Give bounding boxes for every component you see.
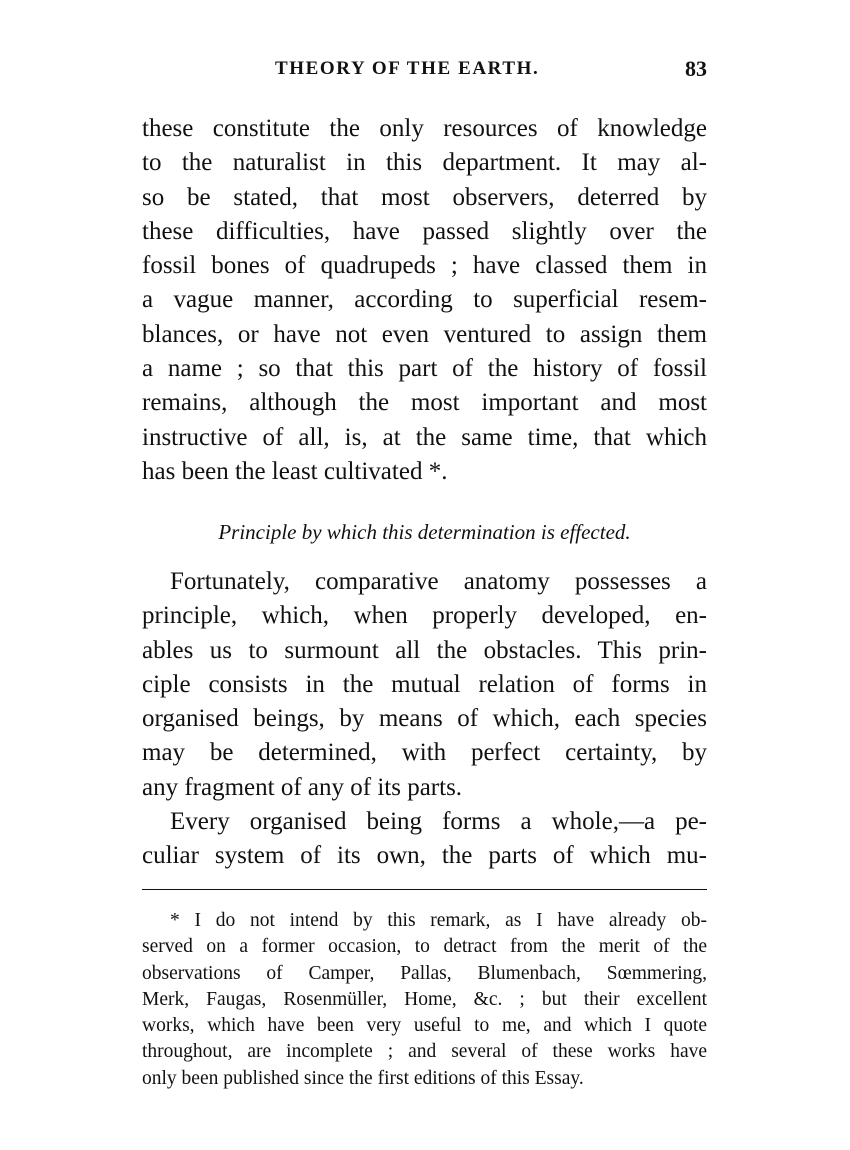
section-heading: Principle by which this determination is effected. [218,520,631,544]
text-line: so be stated, that most observers, deterred by [142,183,707,211]
running-title: THEORY OF THE EARTH. [275,58,540,79]
footnote-line: only been published since the first editions of this Essay. [142,1067,584,1089]
text-line: any fragment of any of its parts. [142,773,463,801]
text-line: fossil bones of quadrupeds ; have classed them in [142,252,707,280]
paragraph-continued [142,112,707,489]
text-line: principle, which, when properly developed, en- [142,602,707,630]
text-line: a name ; so that this part of the history of fossil [142,355,707,383]
text-line: remains, although the most important and most [142,389,707,417]
text-line: culiar system of its own, the parts of which mu- [142,842,707,870]
text-line: Every organised being forms a whole,—a pe- [170,808,707,836]
text-line: to the naturalist in this department. It may al- [142,149,707,177]
footnote-line: throughout, are incomplete ; and several of these works have [142,1041,707,1063]
text-line: may be determined, with perfect certainty, by [142,739,707,767]
paragraph-principle [142,565,707,874]
footnote-line: Merk, Faugas, Rosenmüller, Home, &c. ; but their excellent [142,988,707,1010]
text-line: these difficulties, have passed slightly over the [142,217,707,245]
footnote-line: observations of Camper, Pallas, Blumenbach, Sœmmering, [142,962,707,984]
footnote [142,908,707,1092]
text-line: instructive of all, is, at the same time, that which [142,423,707,451]
text-line: blances, or have not even ventured to assign them [142,320,707,348]
text-line: organised beings, by means of which, each species [142,705,707,733]
footnote-line: * I do not intend by this remark, as I have already ob- [170,910,707,931]
text-line: ables us to surmount all the obstacles. This prin- [142,636,707,664]
text-line: has been the least cultivated *. [142,457,448,485]
footnote-rule [142,889,707,890]
text-line: these constitute the only resources of knowledge [142,115,707,142]
footnote-line: works, which have been very useful to me, and which I quote [142,1015,707,1037]
footnote-line: served on a former occasion, to detract from the merit of the [142,936,707,958]
running-head [142,58,707,88]
text-line: ciple consists in the mutual relation of forms in [142,670,707,698]
page-number: 83 [685,56,707,81]
text-line: Fortunately, comparative anatomy possesses a [170,568,707,595]
text-line: a vague manner, according to superficial resem- [142,286,707,314]
